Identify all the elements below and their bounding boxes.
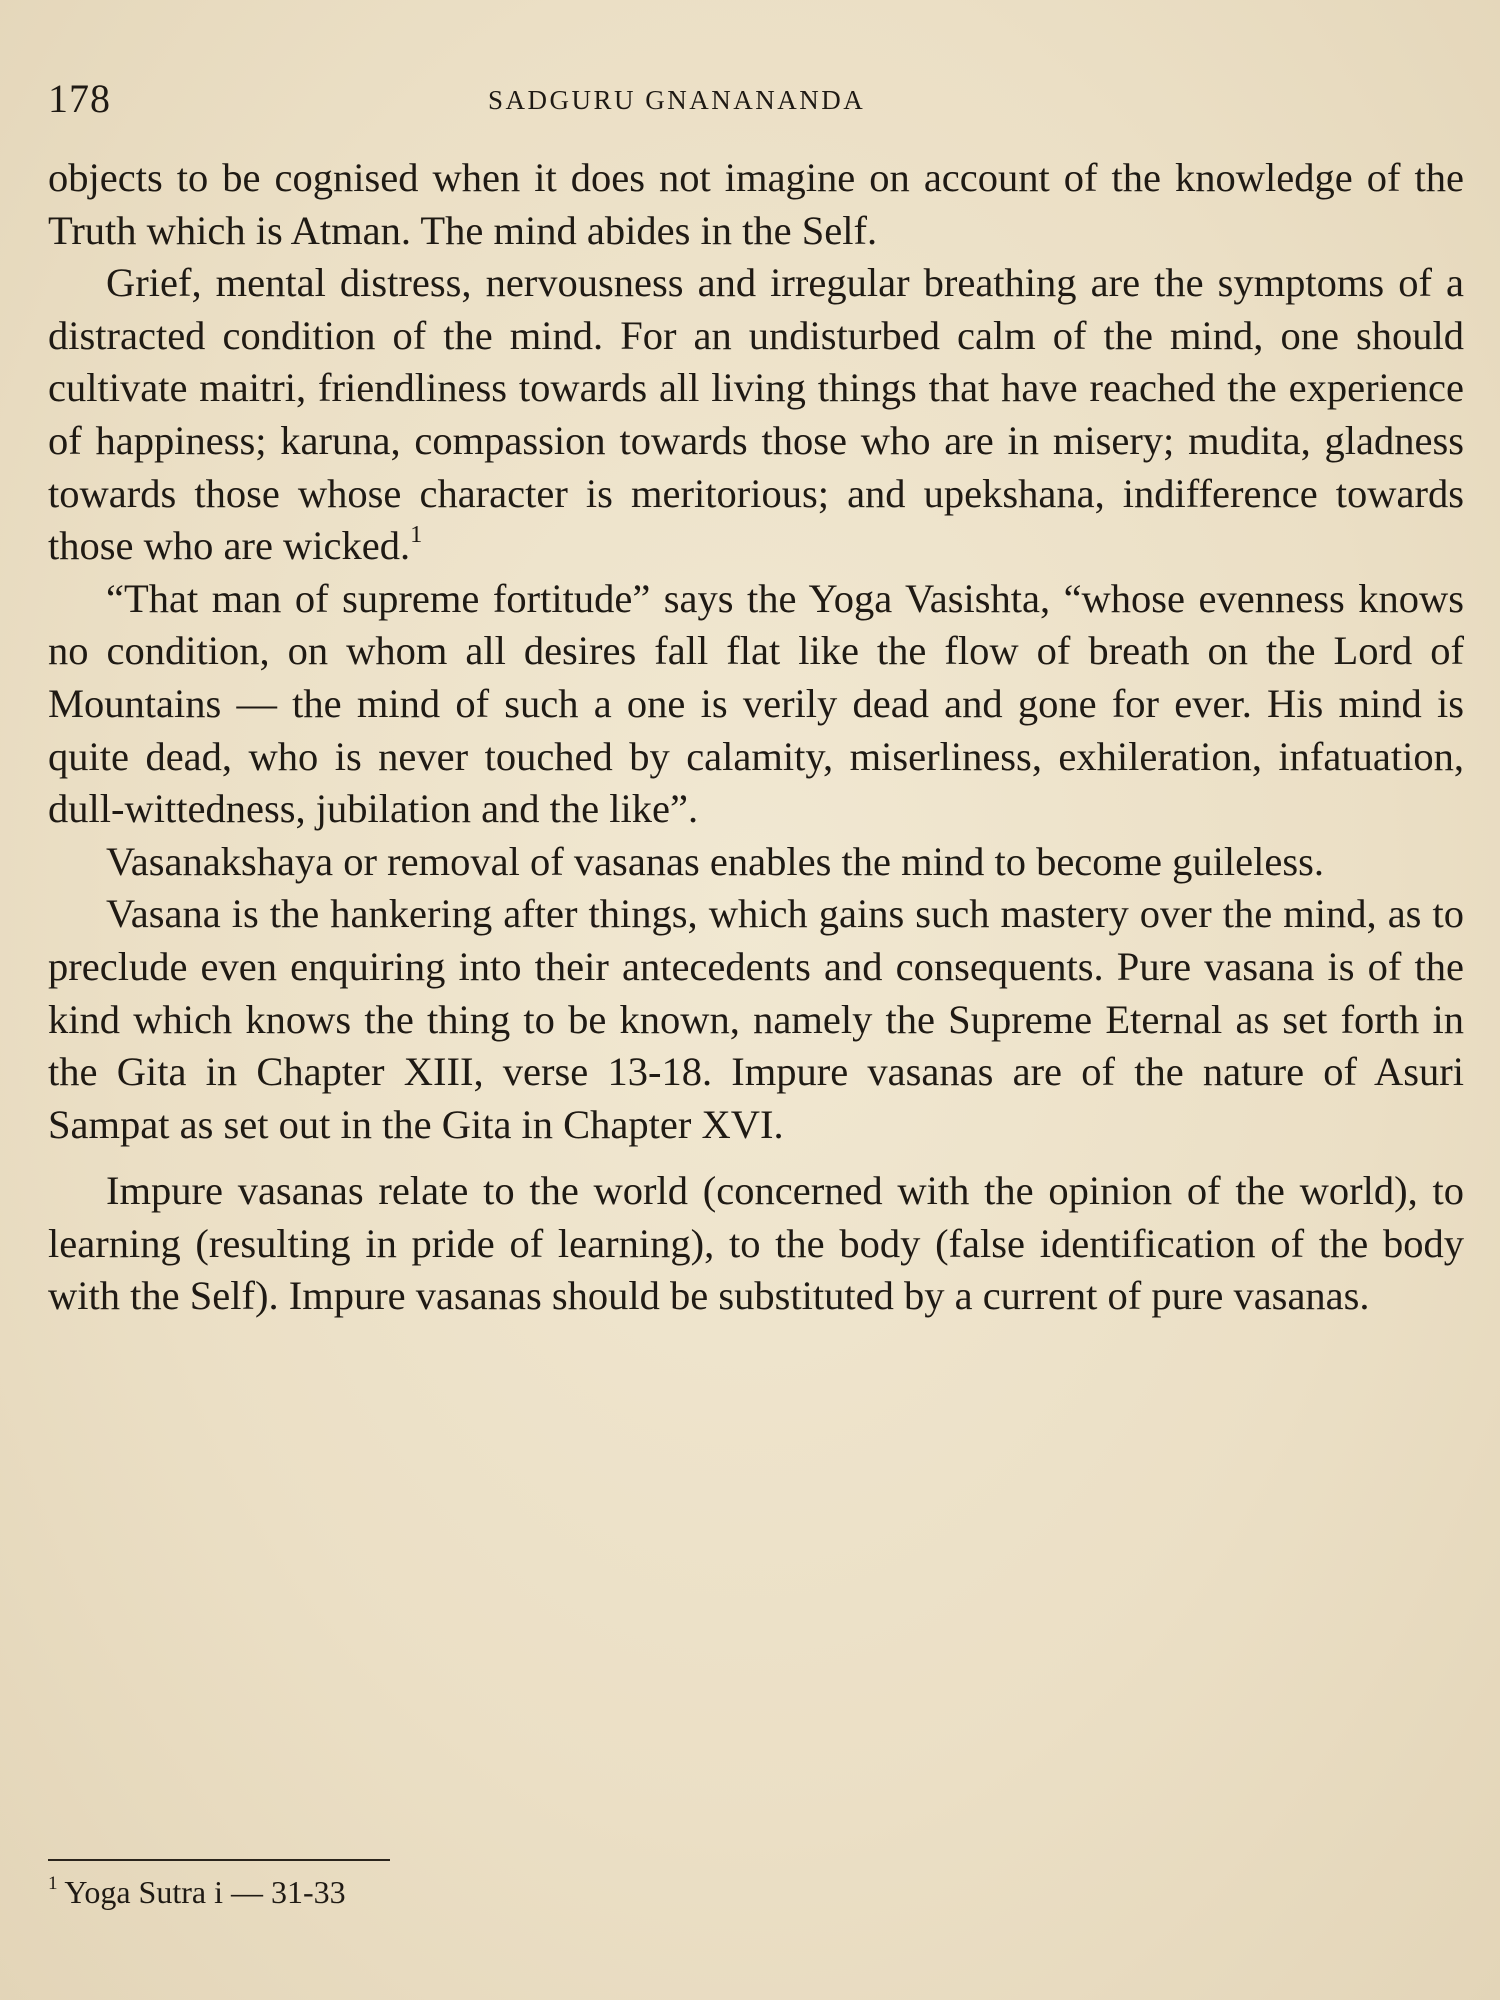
paragraph-2-text: Grief, mental distress, nervousness and irregular breathing are the symptoms of a distracted condition of the mind. For an undisturbed calm of the mind, one should cultivate maitri, friendliness towards all living things that have reached the experience of happiness; karuna, compassion towards those who are in misery; mudita, gladness towards those whose character is meritorious; and upekshana, indifference towards those who are wicked. — [48, 260, 1464, 569]
paragraph-4: Vasanakshaya or removal of vasanas enables the mind to become guileless. — [106, 838, 1324, 884]
paragraph-5: Vasana is the hankering after things, which gains such mastery over the mind, as to preclude even enquiring into their antecedents and consequents. Pure vasana is of the kind which knows the thing to be known, namely the Supreme Eternal as set forth in the Gita in Chapter XIII, verse 13-18. Impure vasanas are of the nature of Asuri Sampat as set out in the Gita in Chapter XVI. — [48, 891, 1464, 1147]
paragraph-6: Impure vasanas relate to the world (concerned with the opinion of the world), to learning (resulting in pride of learning), to the body (false identification of the body with the Self). Impure vasanas should be substituted by a current of pure vasanas. — [48, 1168, 1464, 1319]
page-header — [48, 74, 1468, 124]
page-number: 178 — [48, 76, 111, 121]
footnote-marker: 1 — [48, 1873, 58, 1895]
running-head: SADGURU GNANANANDA — [488, 85, 866, 115]
paragraph-2 — [48, 257, 1464, 573]
footnote-rule — [48, 1859, 390, 1861]
footnote-text: Yoga Sutra i — 31-33 — [64, 1874, 346, 1910]
paragraph-3: “That man of supreme fortitude” says the Yoga Vasishta, “whose evenness knows no condition, on whom all desires fall flat like the flow of breath on the Lord of Mountains — the mind of such a one is verily dead and gone for ever. His mind is quite dead, who is never touched by calamity, miserliness, exhileration, infatuation, dull-wittedness, jubilation and the like”. — [48, 575, 1464, 832]
footnote-reference: 1 — [410, 521, 423, 549]
paragraph-1: objects to be cognised when it does not imagine on account of the knowledge of the Truth which is Atman. The mind abides in the Self. — [48, 155, 1464, 253]
body-text — [48, 152, 1464, 1323]
footnote — [48, 1872, 346, 1912]
